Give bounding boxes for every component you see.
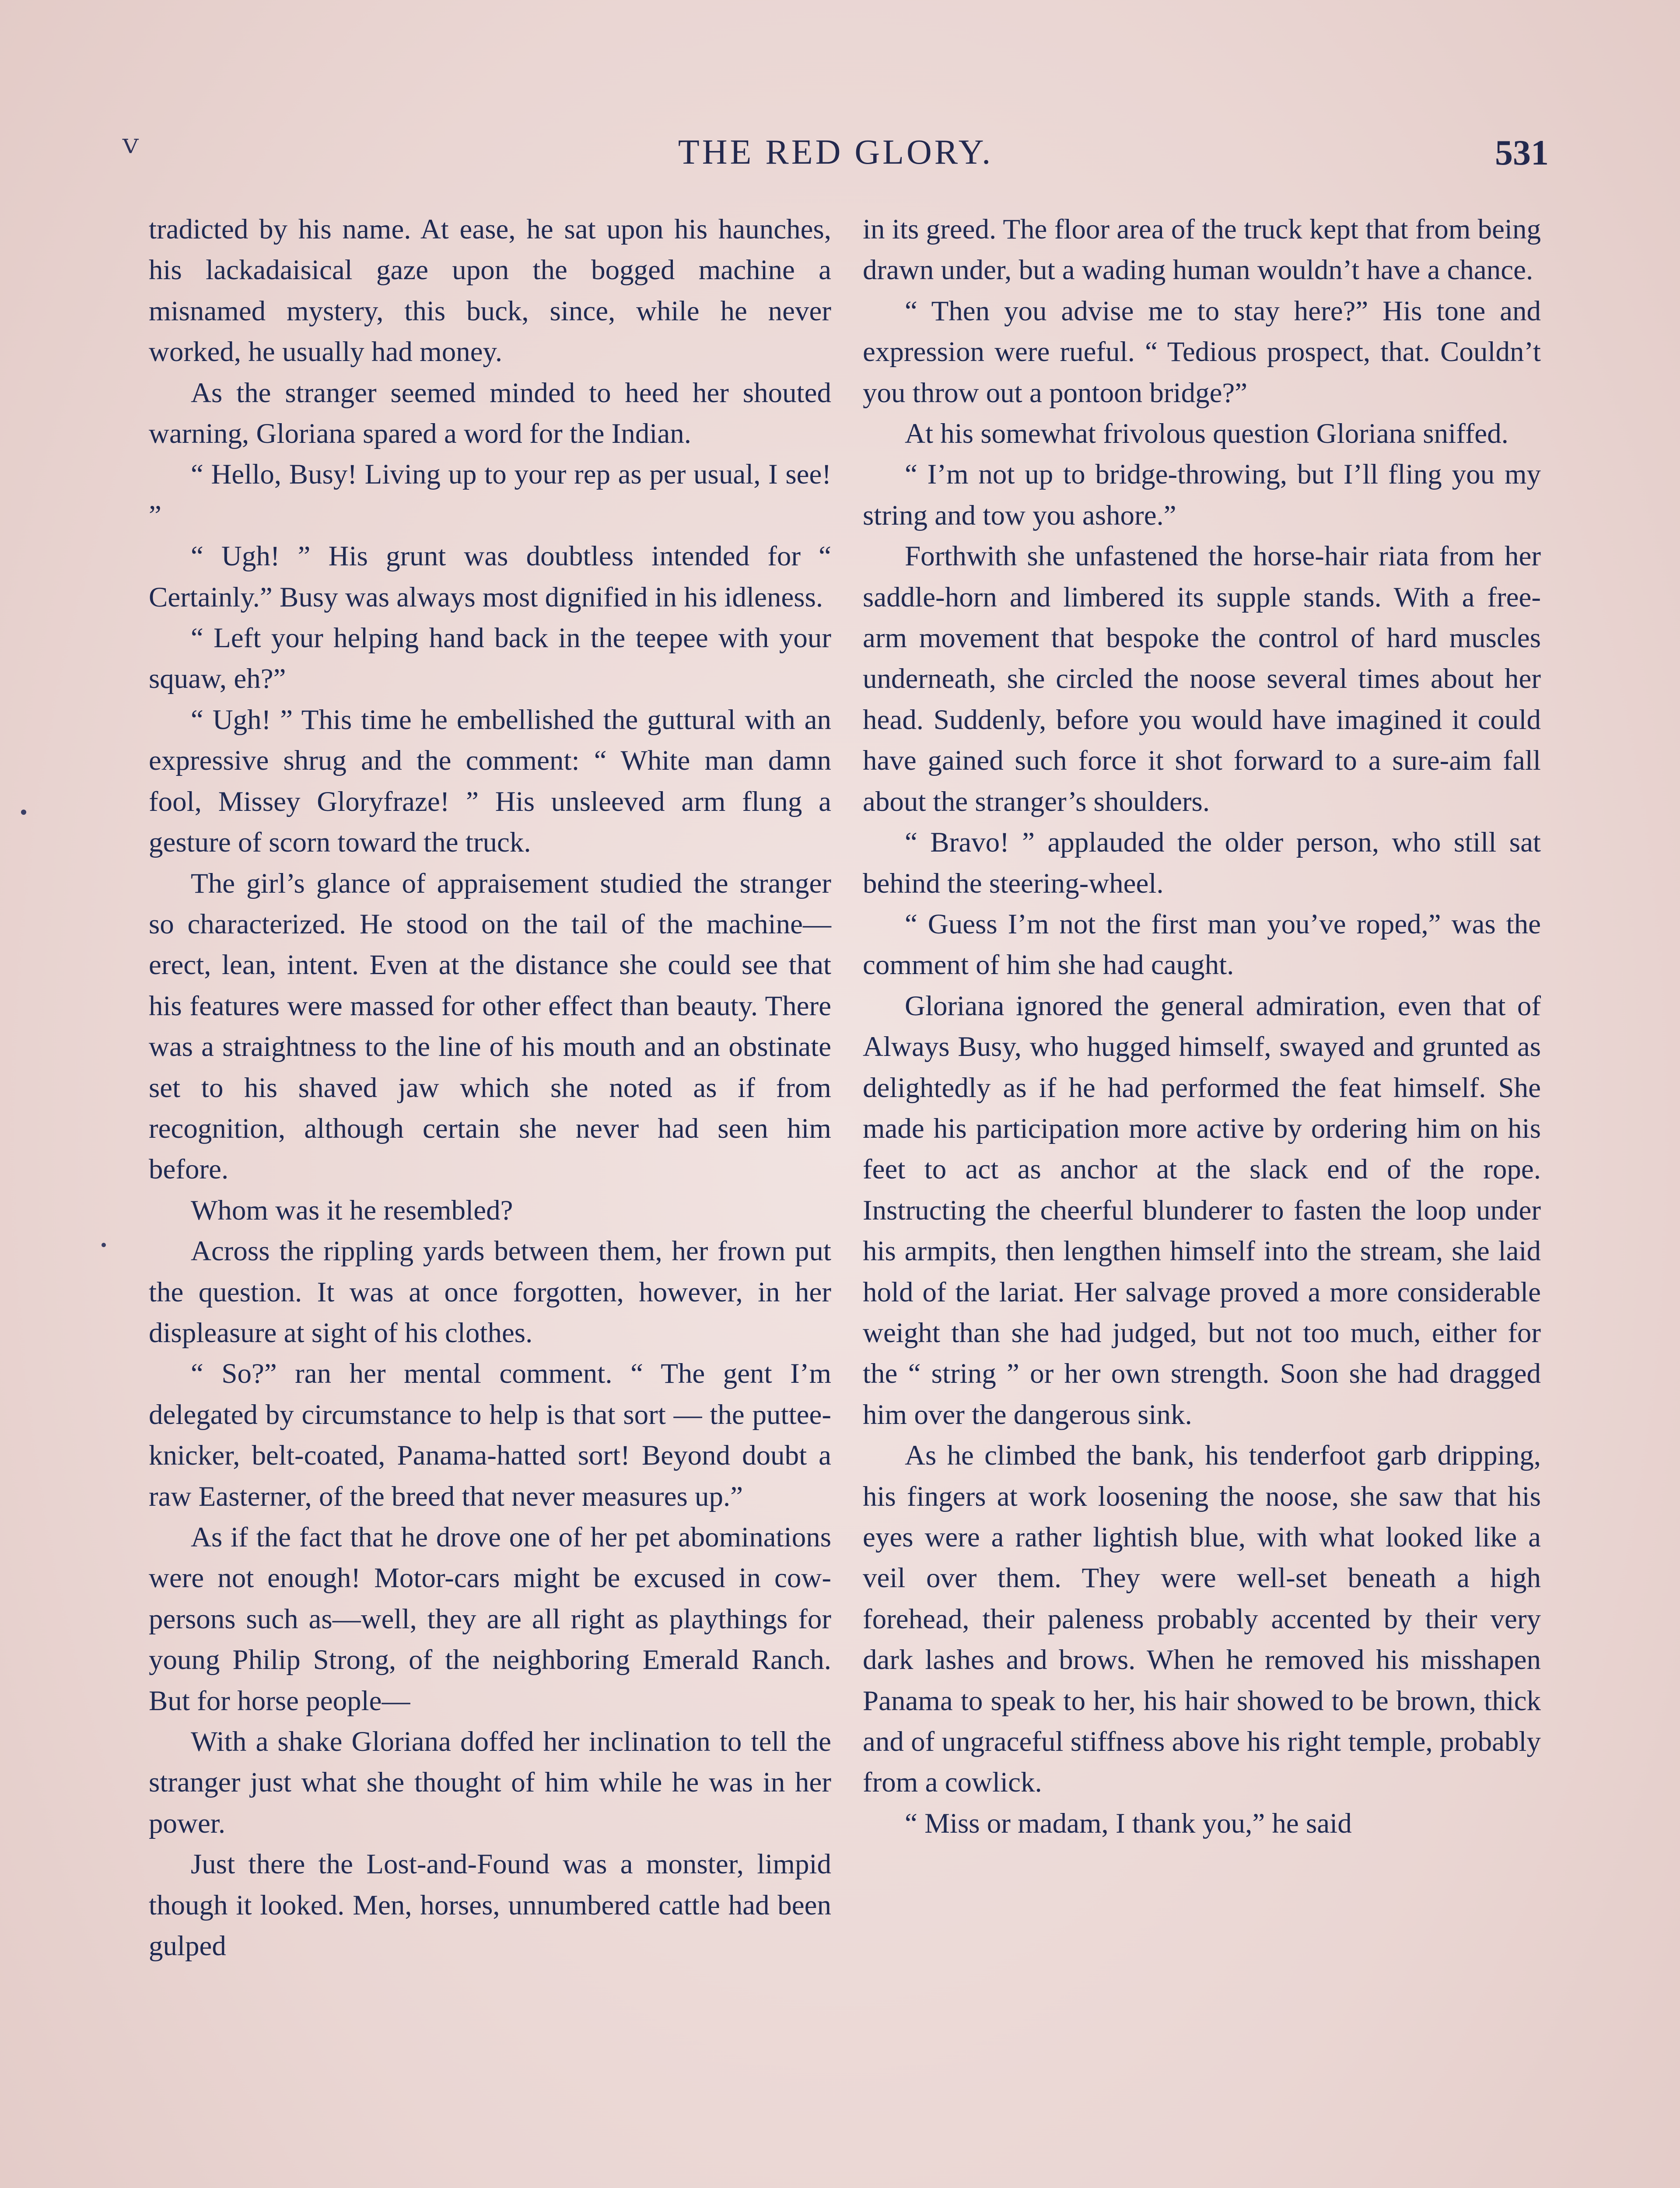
paper-speck [21,810,26,815]
paragraph: “ Miss or madam, I thank you,” he said [905,1807,1352,1839]
paragraph: “ Then you advise me to stay here?” His tone and expression were rueful. “ Tedious prospect, that. Couldn’t you throw out a pontoon bridge?” [863,295,1541,409]
paragraph: in its greed. The floor area of the truck kept that from being drawn under, but a wading human wouldn’t have a chance. [863,214,1541,286]
page-header [122,131,1549,184]
paragraph: Across the rippling yards between them, her frown put the question. It was at once forgotten, however, in her displeasure at sight of his clothes. [149,1235,831,1349]
paragraph: At his somewhat frivolous question Gloriana sniffed. [905,418,1508,450]
paragraph: Forthwith she unfastened the horse-hair riata from her saddle-horn and limbered its supple stands. With a free-arm movement that bespoke the control of hard muscles underneath, she circled the noose several times about her head. Suddenly, before you would have imagined it could have gained such force it shot forward to a sure-aim fall about the stranger’s shoulders. [863,540,1541,817]
paragraph: With a shake Gloriana doffed her inclination to tell the stranger just what she thought of him while he was in her power. [149,1726,831,1839]
paragraph: Gloriana ignored the general admiration, even that of Always Busy, who hugged himself, swayed and grunted as delightedly as if he had performed the feat himself. She made his participation more active by ordering him on his feet to act as anchor at the slack end of the rope. Instructing the cheerful blunderer to fasten the loop under his armpits, then lengthen himself into the stream, she laid hold of the lariat. Her salvage proved a more considerable weight than she had judged, but not too much, either for the “ string ” or her own strength. Soon she had dragged him over the dangerous sink. [863,990,1541,1431]
paragraph: “ Ugh! ” His grunt was doubtless intended for “ Certainly.” Busy was always most dignified in his idleness. [149,540,831,613]
right-column [863,209,1541,1844]
paper-speck [102,1243,106,1247]
paragraph: tradicted by his name. At ease, he sat upon his haunches, his lackadaisical gaze upon the bogged machine a misnamed mystery, this buck, since, while he never worked, he usually had money. [149,214,831,368]
left-column [149,209,831,1967]
paragraph: “ Bravo! ” applauded the older person, who still sat behind the steering-wheel. [863,827,1541,899]
paragraph: As the stranger seemed minded to heed her shouted warning, Gloriana spared a word for the Indian. [149,377,831,450]
paragraph: “ Left your helping hand back in the teepee with your squaw, eh?” [149,622,831,695]
paragraph: As he climbed the bank, his tenderfoot garb dripping, his fingers at work loosening the noose, she saw that his eyes were a rather lightish blue, with what looked like a veil over them. They were well-set beneath a high forehead, their paleness probably accented by their very dark lashes and brows. When he removed his misshapen Panama to speak to her, his hair showed to be brown, thick and of ungraceful stiffness above his right temple, probably from a cowlick. [863,1440,1541,1799]
paragraph: As if the fact that he drove one of her pet abominations were not enough! Motor-cars might be excused in cow-persons such as—well, they are all right as playthings for young Philip Strong, of the neighboring Emerald Ranch. But for horse people— [149,1522,831,1717]
paragraph: Just there the Lost-and-Found was a monster, limpid though it looked. Men, horses, unnumbered cattle had been gulped [149,1848,831,1962]
paragraph: “ Hello, Busy! Living up to your rep as per usual, I see! ” [149,459,831,531]
paragraph: “ So?” ran her mental comment. “ The gent I’m delegated by circumstance to help is that sort — the puttee-knicker, belt-coated, Panama-hatted sort! Beyond doubt a raw Easterner, of the breed that never measures up.” [149,1358,831,1512]
paragraph: Whom was it he resembled? [191,1194,513,1226]
paragraph: “ I’m not up to bridge-throwing, but I’ll fling you my string and tow you ashore.” [863,459,1541,531]
page-number: 531 [1495,133,1549,172]
paragraph: The girl’s glance of appraisement studied the stranger so characterized. He stood on the tail of the machine—erect, lean, intent. Even at the distance she could see that his features were massed for other effect than beauty. There was a straightness to the line of his mouth and an obstinate set to his shaved jaw which she noted as if from recognition, although certain she never had seen him before. [149,867,831,1185]
paragraph: “ Guess I’m not the first man you’ve roped,” was the comment of him she had caught. [863,908,1541,981]
paragraph: “ Ugh! ” This time he embellished the guttural with an expressive shrug and the comment: “ White man damn fool, Missey Gloryfraze! ” His unsleeved arm flung a gesture of scorn toward the truck. [149,704,831,859]
corner-ornament-icon: ⱽ [122,134,139,172]
running-title: THE RED GLORY. [678,133,994,172]
